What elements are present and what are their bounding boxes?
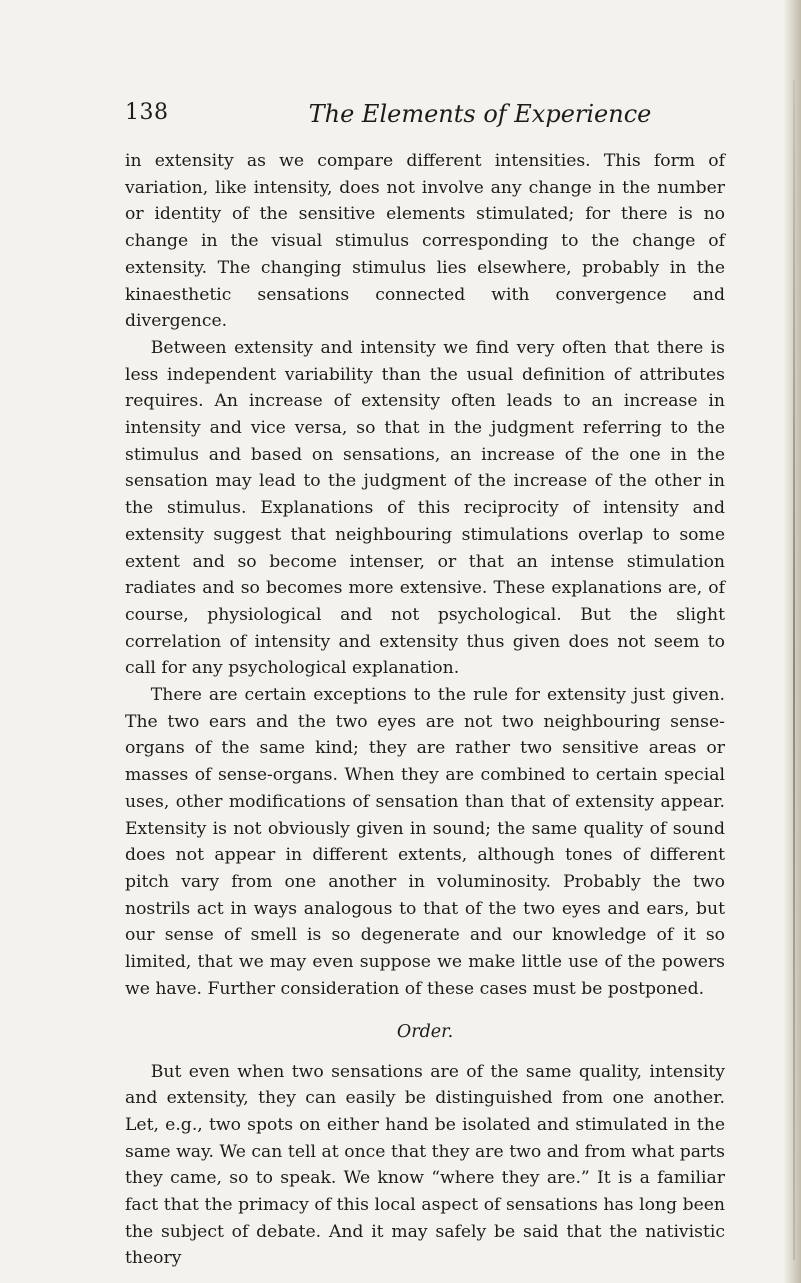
paragraph-4: But even when two sensations are of the same quality, intensity and extensity, they can easily be distinguished from one another. Let, e.g., two spots on either hand be isolated and stimulated in the same way. We can tell at once that they are two and from what parts they came, so to speak. We know “where they are.” It is a familiar fact that the primacy of this local aspect of sensations has long been the subject of debate. And it may safely be said that the nativistic theory (125, 1061, 725, 1269)
page-number: 138 (125, 100, 169, 125)
running-header (125, 100, 725, 134)
running-title: The Elements of Experience (308, 100, 652, 128)
paragraph-1: in extensity as we compare different intensities. This form of variation, like intensity, does not involve any change in the number or identity of the sensitive elements stimulated; for there is no change in the visual stimulus corresponding to the change of extensity. The changing stimulus lies elsewhere, probably in the kinaesthetic sensations connected with convergence and divergence. (125, 151, 725, 332)
paragraph-2: Between extensity and intensity we find very often that there is less independent variability than the usual definition of attributes requires. An increase of extensity often leads to an increase in intensity and vice versa, so that in the judgment referring to the stimulus and based on sensations, an increase of the one in the sensation may lead to the judgment of the increase of the other in the stimulus. Explanations of this reciprocity of intensity and extensity suggest that neighbouring stimulations overlap to some extent and so become intenser, or that an intense stimulation radiates and so becomes more extensive. These explanations are, of course, physiological and not psychological. But the slight correlation of intensity and extensity thus given does not seem to call for any psychological explanation. (125, 337, 725, 679)
body-text (125, 148, 725, 1272)
page-edge-line (793, 80, 795, 1260)
paragraph-3: There are certain exceptions to the rule for extensity just given. The two ears and the two eyes are not two neighbouring sense-organs of the same kind; they are rather two sensitive areas or masses of sense-organs. When they are combined to certain special uses, other modifications of sensation than that of extensity appear. Extensity is not obviously given in sound; the same quality of sound does not appear in different extents, although tones of different pitch vary from one another in voluminosity. Probably the two nostrils act in ways analogous to that of the two eyes and ears, but our sense of smell is so degenerate and our knowledge of it so limited, that we may even suppose we make little use of the powers we have. Further consideration of these cases must be postponed. (125, 685, 725, 999)
section-heading: Order. (396, 1021, 454, 1042)
page-edge-shadow (783, 0, 801, 1283)
